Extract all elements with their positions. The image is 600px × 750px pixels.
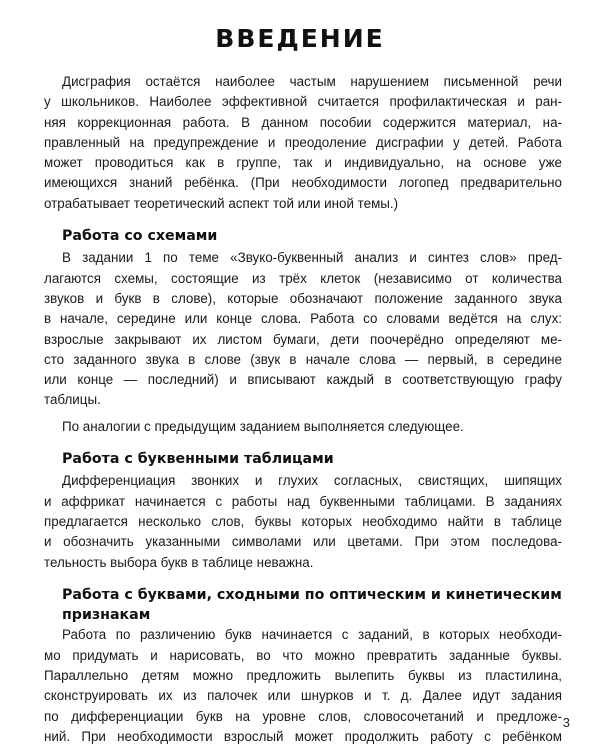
intro-line: правленный на предупреждение и преодоление дисграфии у детей. Работа <box>44 134 562 150</box>
page-content <box>44 72 562 747</box>
section-heading-schemes: Работа со схемами <box>62 228 218 245</box>
intro-line: няя коррекционная работа. В данном пособии содержится материал, на- <box>44 114 562 130</box>
section1-line: В задании 1 по теме «Звуко-буквенный анализ и синтез слов» пред- <box>62 250 562 266</box>
section3-line: по дифференциации букв на уровне слов, словосочетаний и предложе- <box>44 708 562 724</box>
intro-line: может проводиться как в группе, так и индивидуально, на основе уже <box>44 155 562 171</box>
section2-line: и аффрикат начинается с работы над буквенными таблицами. В заданиях <box>44 493 562 509</box>
intro-line: Дисграфия остаётся наиболее частым нарушением письменной речи <box>62 74 562 89</box>
section1-line: звуков и букв в слове), которые обозначают положение заданного звука <box>44 290 562 306</box>
section3-line: ний. При необходимости взрослый может продолжить работу с ребёнком <box>44 728 562 744</box>
section-heading-letter-tables: Работа с буквенными таблицами <box>62 451 334 468</box>
section1-paragraph-2 <box>62 417 562 437</box>
section1-line: или конце — последний) и вписывают каждый в соответствующую графу <box>44 372 562 388</box>
intro-line: имеющихся знаний ребёнка. (При необходимости логопед предварительно <box>44 175 562 191</box>
section1-line: взрослые закрывают их листом бумаги, дети поочерёдно определяют ме- <box>44 331 562 347</box>
section3-line: сконструировать их из палочек или шнурков и т. д. Далее идут задания <box>44 688 562 704</box>
section3-line: мо придумать и нарисовать, во что можно превратить заданные буквы. <box>44 647 562 663</box>
section1-line: в начале, середине или конце слова. Работа со словами ведётся на слух: <box>44 311 562 327</box>
section2-line: и обозначить указанными символами или цветами. При этом последова- <box>44 534 562 550</box>
section1-paragraph <box>44 248 562 410</box>
section1-line: таблицы. <box>44 392 101 408</box>
intro-paragraph <box>44 72 562 214</box>
section3-line: Параллельно детям можно предложить вылепить буквы из пластилина, <box>44 668 562 684</box>
section2-line: предлагается несколько слов, буквы которых необходимо найти в таблице <box>44 513 562 529</box>
section1-line: По аналогии с предыдущим заданием выполняется следующее. <box>62 418 464 434</box>
section2-line: Дифференциация звонких и глухих согласных, свистящих, шипящих <box>62 473 562 489</box>
section3-paragraph <box>44 625 562 747</box>
section2-paragraph <box>44 471 562 572</box>
section1-line: сто заданного звука в слове (звук в начале слова — первый, в середине <box>44 351 562 367</box>
section1-line: лагаются схемы, состоящие из трёх клеток (независимо от количества <box>44 270 562 286</box>
page-number: 3 <box>562 715 570 730</box>
section2-line: тельность выбора букв в таблице неважна. <box>44 554 314 570</box>
section-heading-similar-letters <box>62 585 562 626</box>
intro-line: у школьников. Наиболее эффективной считается профилактическая и ран- <box>44 94 562 110</box>
page-title: ВВЕДЕНИЕ <box>215 24 385 53</box>
intro-line: отрабатывает теоретический аспект той или иной темы.) <box>44 195 399 211</box>
section3-heading-line: признакам <box>62 607 151 624</box>
section3-line: Работа по различению букв начинается с заданий, в которых необходи- <box>62 627 562 643</box>
section3-heading-line: Работа с буквами, сходными по оптическим и кинетическим <box>62 586 562 603</box>
